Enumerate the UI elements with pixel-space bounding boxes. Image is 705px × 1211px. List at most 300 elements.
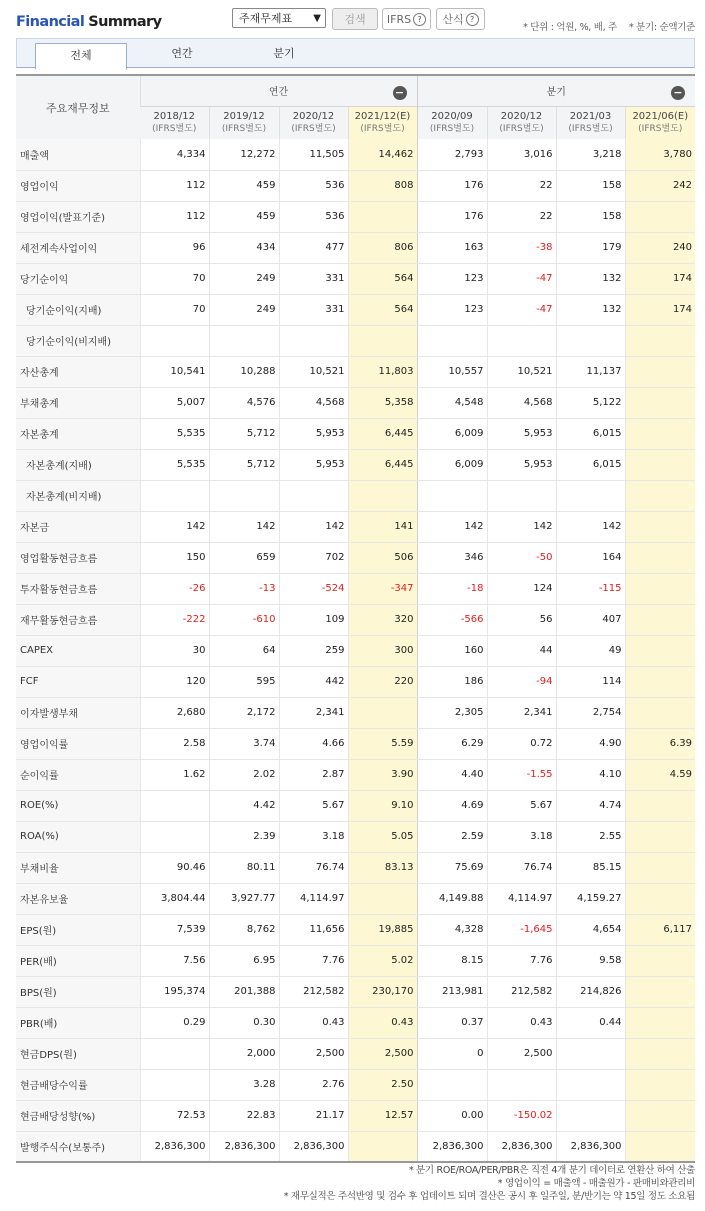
table-cell: -47 [487, 294, 556, 325]
table-cell: 5,535 [140, 449, 209, 480]
table-cell: 5.59 [348, 728, 417, 759]
table-cell: 0.43 [487, 1007, 556, 1038]
table-cell: 30 [140, 635, 209, 666]
column-header [140, 106, 209, 139]
footnote: * 재무실적은 주석반영 및 검수 후 업데이트 되며 결산은 공시 후 일주일, 분/반기는 약 15일 정도 소요됨 [283, 1191, 695, 1202]
column-period: 2018/12 [153, 110, 196, 122]
row-label: 이자발생부채 [16, 697, 140, 728]
table-row [16, 914, 695, 945]
table-cell: 10,557 [417, 356, 487, 387]
table-cell [625, 449, 695, 480]
table-cell: 132 [556, 294, 625, 325]
row-label: 자본유보율 [16, 883, 140, 914]
table-cell: 10,521 [279, 356, 348, 387]
table-cell: 3.90 [348, 759, 417, 790]
table-cell [556, 325, 625, 356]
financial-summary-table [16, 74, 695, 1163]
table-cell: 4,576 [209, 387, 279, 418]
table-cell: 5,358 [348, 387, 417, 418]
table-cell: 3,016 [487, 139, 556, 170]
table-row [16, 356, 695, 387]
table-cell [348, 480, 417, 511]
table-cell: 10,541 [140, 356, 209, 387]
table-cell: 2,000 [209, 1038, 279, 1069]
column-basis: (IFRS별도) [360, 123, 405, 134]
chevron-down-icon: ▼ [313, 13, 321, 24]
tab-all[interactable]: 전체 [35, 43, 127, 70]
tab-annual[interactable]: 연간 [171, 47, 193, 60]
title-summary: Summary [88, 14, 162, 30]
collapse-annual-icon[interactable]: − [393, 86, 407, 100]
table-cell [348, 883, 417, 914]
table-cell [625, 511, 695, 542]
table-cell: 8,762 [209, 914, 279, 945]
table-cell: 75.69 [417, 852, 487, 883]
table-cell: 4.10 [556, 759, 625, 790]
table-cell: 7.56 [140, 945, 209, 976]
table-cell: 259 [279, 635, 348, 666]
table-cell: -347 [348, 573, 417, 604]
table-cell [417, 1069, 487, 1100]
table-cell: 808 [348, 170, 417, 201]
table-cell [625, 821, 695, 852]
table-cell [625, 573, 695, 604]
search-button[interactable]: 검색 [332, 8, 378, 30]
table-cell: 5.67 [487, 790, 556, 821]
row-label: 영업이익(발표기준) [16, 201, 140, 232]
table-cell: 22 [487, 170, 556, 201]
row-label: 영업이익 [16, 170, 140, 201]
table-row [16, 635, 695, 666]
table-cell: 49 [556, 635, 625, 666]
table-cell: 21.17 [279, 1100, 348, 1131]
corner-header: 주요재무정보 [16, 75, 140, 139]
table-cell: 0.30 [209, 1007, 279, 1038]
toolbar [16, 6, 695, 36]
table-cell: 4,159.27 [556, 883, 625, 914]
table-cell: 6,015 [556, 418, 625, 449]
table-cell: 19,885 [348, 914, 417, 945]
table-row [16, 759, 695, 790]
table-cell: 6,009 [417, 449, 487, 480]
table-cell: 174 [625, 294, 695, 325]
table-row [16, 883, 695, 914]
column-basis: (IFRS별도) [429, 123, 475, 134]
table-cell: 2,341 [279, 697, 348, 728]
table-cell: 536 [279, 170, 348, 201]
table-cell: 459 [209, 201, 279, 232]
table-row [16, 1069, 695, 1100]
column-basis: (IFRS별도) [499, 123, 544, 134]
table-cell: -115 [556, 573, 625, 604]
table-cell: 459 [209, 170, 279, 201]
table-cell: 7,539 [140, 914, 209, 945]
table-cell [625, 387, 695, 418]
table-cell: 112 [140, 201, 209, 232]
table-cell: 5,953 [487, 418, 556, 449]
table-cell: 176 [417, 201, 487, 232]
table-cell [625, 976, 695, 1007]
table-cell: 4,568 [279, 387, 348, 418]
table-cell: 76.74 [279, 852, 348, 883]
table-cell: 331 [279, 263, 348, 294]
table-cell: 4,328 [417, 914, 487, 945]
table-cell: 1.62 [140, 759, 209, 790]
row-label: CAPEX [16, 635, 140, 666]
table-cell [625, 790, 695, 821]
table-row [16, 263, 695, 294]
table-cell: 6,445 [348, 418, 417, 449]
table-cell: 6,015 [556, 449, 625, 480]
table-cell [625, 1131, 695, 1162]
table-cell: 96 [140, 232, 209, 263]
table-cell: 11,505 [279, 139, 348, 170]
table-cell: 150 [140, 542, 209, 573]
table-cell: 6,445 [348, 449, 417, 480]
table-row [16, 821, 695, 852]
table-cell: 142 [140, 511, 209, 542]
table-cell: 214,826 [556, 976, 625, 1007]
table-cell: -38 [487, 232, 556, 263]
table-cell: 112 [140, 170, 209, 201]
row-label: 자본총계(지배) [16, 449, 140, 480]
table-cell: 5.67 [279, 790, 348, 821]
table-cell: 2,836,300 [487, 1131, 556, 1162]
table-cell: 2,836,300 [417, 1131, 487, 1162]
table-cell: 9.58 [556, 945, 625, 976]
table-cell: 186 [417, 666, 487, 697]
column-basis: (IFRS별도) [152, 123, 197, 134]
table-cell: 123 [417, 263, 487, 294]
formula-label: 산식 [442, 13, 464, 26]
table-row [16, 170, 695, 201]
row-label: EPS(원) [16, 914, 140, 945]
table-cell: 4.66 [279, 728, 348, 759]
table-cell: 72.53 [140, 1100, 209, 1131]
column-period: 2020/12 [292, 110, 335, 122]
table-cell: 56 [487, 604, 556, 635]
table-cell: -47 [487, 263, 556, 294]
row-label: BPS(원) [16, 976, 140, 1007]
table-cell: 124 [487, 573, 556, 604]
table-cell: -566 [417, 604, 487, 635]
table-cell: 4,548 [417, 387, 487, 418]
table-cell [348, 201, 417, 232]
table-cell: 2.02 [209, 759, 279, 790]
table-cell [625, 1007, 695, 1038]
table-cell: 2.76 [279, 1069, 348, 1100]
table-cell: 806 [348, 232, 417, 263]
table-cell: 2,680 [140, 697, 209, 728]
table-cell: 10,521 [487, 356, 556, 387]
table-row [16, 325, 695, 356]
row-label: 영업이익률 [16, 728, 140, 759]
table-cell: 212,582 [279, 976, 348, 1007]
unit-text: * 단위 : 억원, %, 배, 주 [523, 22, 617, 33]
table-cell: 70 [140, 294, 209, 325]
table-cell [625, 418, 695, 449]
row-label: 자본금 [16, 511, 140, 542]
column-header [625, 106, 695, 139]
question-icon: ? [413, 13, 426, 26]
table-cell: 5.02 [348, 945, 417, 976]
table-cell [556, 1038, 625, 1069]
table-cell: 2,754 [556, 697, 625, 728]
tab-quarter[interactable]: 분기 [273, 47, 295, 60]
table-row [16, 976, 695, 1007]
row-label: 영업활동현금흐름 [16, 542, 140, 573]
group-annual-label: 연간 [268, 87, 289, 99]
table-cell: 123 [417, 294, 487, 325]
table-cell [625, 883, 695, 914]
table-cell: 249 [209, 294, 279, 325]
ifrs-help-button[interactable] [382, 8, 431, 30]
table-cell: 179 [556, 232, 625, 263]
statement-select[interactable] [232, 8, 326, 28]
table-cell [625, 1100, 695, 1131]
table-cell: 120 [140, 666, 209, 697]
table-cell: 0.00 [417, 1100, 487, 1131]
row-label: 자본총계(비지배) [16, 480, 140, 511]
table-cell: 702 [279, 542, 348, 573]
table-cell: 176 [417, 170, 487, 201]
footnote: * 영업이익 = 매출액 - 매출원가 - 판매비와관리비 [497, 1178, 695, 1189]
table-row [16, 697, 695, 728]
table-cell: 142 [556, 511, 625, 542]
table-cell [140, 325, 209, 356]
table-cell: 4.42 [209, 790, 279, 821]
table-cell: 5,535 [140, 418, 209, 449]
table-row [16, 294, 695, 325]
table-cell: -1,645 [487, 914, 556, 945]
row-label: 부채비율 [16, 852, 140, 883]
table-cell: 14,462 [348, 139, 417, 170]
table-cell: 249 [209, 263, 279, 294]
table-cell [417, 480, 487, 511]
table-cell: 595 [209, 666, 279, 697]
table-row [16, 139, 695, 170]
table-cell: 5,712 [209, 418, 279, 449]
table-cell [348, 1131, 417, 1162]
table-cell: 2,500 [279, 1038, 348, 1069]
column-basis: (IFRS별도) [568, 123, 613, 134]
period-tabs [16, 38, 695, 68]
table-cell: 5,953 [279, 449, 348, 480]
table-cell: 4,654 [556, 914, 625, 945]
column-basis: (IFRS별도) [291, 123, 336, 134]
table-cell: 5,007 [140, 387, 209, 418]
table-cell [140, 1038, 209, 1069]
row-label: 투자활동현금흐름 [16, 573, 140, 604]
table-cell: 142 [209, 511, 279, 542]
table-row [16, 1007, 695, 1038]
table-cell: 4,334 [140, 139, 209, 170]
table-cell: 3,218 [556, 139, 625, 170]
row-label: 자본총계 [16, 418, 140, 449]
column-period: 2019/12 [223, 110, 265, 122]
table-cell: 164 [556, 542, 625, 573]
table-cell [625, 635, 695, 666]
column-header [348, 106, 417, 139]
table-cell [209, 480, 279, 511]
table-cell: 2,836,300 [556, 1131, 625, 1162]
table-cell: 242 [625, 170, 695, 201]
table-cell: 4.90 [556, 728, 625, 759]
row-label: PBR(배) [16, 1007, 140, 1038]
table-cell: 4,114.97 [487, 883, 556, 914]
table-cell: 80.11 [209, 852, 279, 883]
row-label: 현금배당성향(%) [16, 1100, 140, 1131]
table-cell: 10,288 [209, 356, 279, 387]
table-cell: 564 [348, 294, 417, 325]
table-cell: 5,122 [556, 387, 625, 418]
table-cell: 132 [556, 263, 625, 294]
table-row [16, 666, 695, 697]
table-cell [625, 604, 695, 635]
statement-select-value: 주재무제표 [239, 12, 293, 25]
row-label: FCF [16, 666, 140, 697]
table-cell: 158 [556, 201, 625, 232]
table-cell: 44 [487, 635, 556, 666]
table-cell: 6,117 [625, 914, 695, 945]
table-cell: 76.74 [487, 852, 556, 883]
table-cell: 0.43 [279, 1007, 348, 1038]
table-cell: 7.76 [279, 945, 348, 976]
table-cell: -222 [140, 604, 209, 635]
table-cell: 114 [556, 666, 625, 697]
table-cell: 331 [279, 294, 348, 325]
ifrs-label: IFRS [386, 13, 412, 26]
column-basis: (IFRS별도) [638, 123, 683, 134]
table-cell: 2.87 [279, 759, 348, 790]
table-cell: 195,374 [140, 976, 209, 1007]
table-cell: 2.50 [348, 1069, 417, 1100]
table-cell: 142 [487, 511, 556, 542]
table-cell: 2.39 [209, 821, 279, 852]
table-cell: 8.15 [417, 945, 487, 976]
table-cell: 142 [417, 511, 487, 542]
table-cell [140, 821, 209, 852]
table-cell: 12,272 [209, 139, 279, 170]
table-cell: 141 [348, 511, 417, 542]
table-cell [625, 356, 695, 387]
table-cell: 4,149.88 [417, 883, 487, 914]
table-cell: 506 [348, 542, 417, 573]
table-cell: -524 [279, 573, 348, 604]
table-cell: 6.29 [417, 728, 487, 759]
table-cell: 213,981 [417, 976, 487, 1007]
table-cell: 3.74 [209, 728, 279, 759]
table-row [16, 728, 695, 759]
group-quarter-label: 분기 [546, 87, 566, 99]
table-cell: -94 [487, 666, 556, 697]
table-cell [140, 1069, 209, 1100]
table-row [16, 542, 695, 573]
table-cell: 4,568 [487, 387, 556, 418]
table-row [16, 1038, 695, 1069]
collapse-quarter-icon[interactable]: − [671, 86, 685, 100]
column-header [417, 106, 487, 139]
period-basis-text: * 분기: 순액기준 [628, 22, 695, 33]
table-cell: -18 [417, 573, 487, 604]
table-cell: -1.55 [487, 759, 556, 790]
table-cell: 4.40 [417, 759, 487, 790]
table-cell: 4,114.97 [279, 883, 348, 914]
table-cell [279, 480, 348, 511]
table-row [16, 1100, 695, 1131]
row-label: 발행주식수(보통주) [16, 1131, 140, 1162]
row-label: 당기순이익 [16, 263, 140, 294]
table-cell: -13 [209, 573, 279, 604]
table-cell: -26 [140, 573, 209, 604]
table-cell: 3,804.44 [140, 883, 209, 914]
row-label: 부채총계 [16, 387, 140, 418]
table-row [16, 232, 695, 263]
table-cell: 3.18 [279, 821, 348, 852]
table-row [16, 201, 695, 232]
table-cell: 2.58 [140, 728, 209, 759]
table-cell: 4.59 [625, 759, 695, 790]
table-cell [209, 325, 279, 356]
row-label: 순이익률 [16, 759, 140, 790]
column-header [556, 106, 625, 139]
row-label: 당기순이익(지배) [16, 294, 140, 325]
table-cell [417, 325, 487, 356]
table-cell: 240 [625, 232, 695, 263]
table-cell: 3.18 [487, 821, 556, 852]
table-cell: 9.10 [348, 790, 417, 821]
table-cell: 2,305 [417, 697, 487, 728]
table-cell: 142 [279, 511, 348, 542]
table-cell [556, 1069, 625, 1100]
table-cell: 70 [140, 263, 209, 294]
table-cell: 201,388 [209, 976, 279, 1007]
table-cell: 5,712 [209, 449, 279, 480]
row-label: 세전계속사업이익 [16, 232, 140, 263]
table-cell: 659 [209, 542, 279, 573]
table-cell: 300 [348, 635, 417, 666]
table-cell [625, 945, 695, 976]
table-cell: 22.83 [209, 1100, 279, 1131]
table-cell [556, 480, 625, 511]
table-cell: 2,500 [348, 1038, 417, 1069]
group-quarter-header [417, 75, 695, 106]
table-row [16, 790, 695, 821]
table-cell: 11,803 [348, 356, 417, 387]
table-cell [625, 852, 695, 883]
table-cell: 5,953 [279, 418, 348, 449]
table-cell: 407 [556, 604, 625, 635]
row-label: 현금DPS(원) [16, 1038, 140, 1069]
table-cell: 6.95 [209, 945, 279, 976]
table-cell: 3,780 [625, 139, 695, 170]
table-cell: 64 [209, 635, 279, 666]
formula-help-button[interactable] [436, 8, 485, 30]
table-cell: 2,500 [487, 1038, 556, 1069]
table-cell: 320 [348, 604, 417, 635]
table-cell [348, 325, 417, 356]
table-cell: 160 [417, 635, 487, 666]
column-period: 2021/12(E) [354, 110, 411, 122]
table-cell [625, 201, 695, 232]
table-row [16, 387, 695, 418]
column-header [487, 106, 556, 139]
table-cell: 0.72 [487, 728, 556, 759]
table-row [16, 480, 695, 511]
question-icon: ? [466, 13, 479, 26]
table-row [16, 511, 695, 542]
table-cell: 4.74 [556, 790, 625, 821]
